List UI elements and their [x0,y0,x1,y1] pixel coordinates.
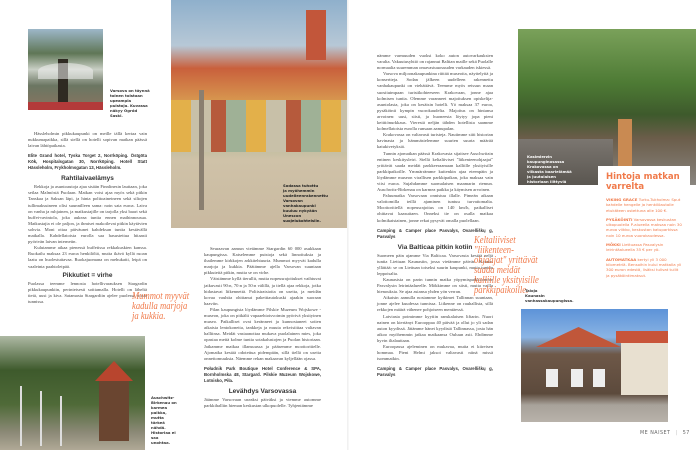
heading-via-baltica: Via Balticaa pitkin kotiin [397,243,473,251]
paragraph: Seuraavan aamun vietämme Stargardin 60 000 asukkaan kaupungissa. Katselemme puistoja sekä linnoituksia ja ihailemme kirkkojen arkkitehtuuria. Mummot myyvät kadulla marjoja ja kukkia. Päätämme ajella Varsovan suuntaan pikkuteitä pitkin, mutta se on virhe. [204,246,321,276]
paragraph: Suomeen päin ajamme Via Balticaa. Varsovasta kestää neljä tuntia Liettuan Kaunasiin, jossa vietämme päivän. Kaunas yllättää: se on Liettuan toiseksi suurin kaupunki, mutta tuntuu leppoisalta. [377,252,493,276]
column-1 [28,131,147,305]
fence-post-shape [20,386,22,446]
price-item-text: kertyi yli 3 000 kilometriä. Bensoihin kului matkalla yli 300 euron edestä, lisäksi tulivat tullit ja pysäköintimaksut. [606,256,682,278]
price-item-text: Liettuassa Pasvalysin leirintäalueella 35 € per yö. [606,242,664,253]
price-item [606,242,682,253]
paragraph: Krakovassa on valtavasti turisteja. Nautimme siiti historian havinasta ja hämmästelemme suurien suurta määrää katukivetyksiä. [377,132,493,150]
caption-krakow: Kasimierzin kaupunginosassa Krakovassa on vilkasta baarielämää ja juutalaisen historiaan liittyviä nähtävyyksiä. [527,154,572,189]
paragraph: Tunnin ajomatkan päässä Krakovasta sijaitsee Auschwitzin entinen keskitysleiri. Siellä keltaliiviset "liikenteenohjaajat" yrittävät saada meidät parkkeeraamaan kalliille yksityisille parkkipaikoille. Ymmärrämme kuitenkin ajaa eteenpäin ja löydämme museon virallisen parkkipaikan, joka maksaa vain viisi euroa. Sujahdamme suomalaisen maamarin riemun. Auschwitz-Birkenau on karmea paikka ja käymisen arvoinen. [377,150,493,193]
heading-rahtilaiva: Rahtilaivaelämys [61,175,114,183]
fountain-spray-shape [38,63,93,79]
flowerbed-shape [28,102,103,110]
price-item-label: PYSÄKÖINTI [606,216,633,222]
price-item-label: MÖKKI [606,242,621,248]
building-facades-shape [171,100,348,152]
page-gutter [347,0,349,450]
kaunas-old-town-photo [521,309,668,422]
price-item-label: VIKING GRACE [606,197,638,202]
auschwitz-photo [0,336,145,450]
paragraph: Euroopassa ajeleminen on mukavaa, mutta ei kiireisen hommaa. Pieni Helmi jaksoi valtavasti niinä missä isommatkin. [377,344,493,362]
price-item-label: AUTOMATKAA [606,256,637,262]
pull-quote-2: Keltaliiviset "liikenteen-ohjaajat" yrittävät saada meidät kalliille yksityisille parkkipaikoille. [474,235,539,296]
caption-fountain: Varsova on täynnä toinen toistaan upeampia puistoja. Kuvassa näkyy Ogród Saski. [110,88,150,118]
paragraph: Latviasta poimimme kyytiin ranskalaisen liftarin. Nuori nainen on kiertänyt Eurooppaa 40 päivää ja ollut jo yli sadan auton kyydissä. Jätämme hänet kyydistä Tallinnassa, josta hän aikoo myöhemmin jatkaa matkaansa Ouluun asti. Ehdimme hyvin iltalauttaan. [377,313,493,343]
paragraph: Rekkoja ja asuntoautoja ajaa sisään Finnlinesin lauttaan, joka seilaa Malmöstä Puolaan. Matkan voisi ajaa myös sekä pitkin Tanskaa ja Saksan läpi, ja hinta polttoaineineen sekä siltojen tullimaksuineen olisi suunnilleen sama: noin sata euroa. Laiva on vanha ja ruhjainen, ja matkustajille on tarjolla yksi baari sekä buffet-ravintola, joka aukeaa tuntia ennen maihinnousua. Matkustajia ei ole paljon, ja ihmiset makoilevat pitkin käytävien sohvia. Moni ottaa päiväunet kahdeksan tuntia kestävällä matkalla. Kahdellatoista eurolla saa hasustettua hitaasti pyörivän laivan internetin. [28,184,147,245]
footer-separator: | [675,431,678,436]
column-monument-shape [199,90,204,210]
caption-warsaw: Sodassa tuhottu ja myöhemmin uudelleenrakennettu Varsovan vanhakaupunki kuuluu nykyään Unescon suojelukohteisiin. [283,183,328,223]
paragraph: Puolassa teemme lennosta hotellivarauksen Stargardin pikkukaupunkiin, perinteisesti soittamalla. Hotelli on läheltä tietä, uusi ja kiva. Satamasta Stargardiin ajelee puolessa toista tunnissa. [28,280,147,304]
page-number: 57 [682,431,690,436]
paragraph: Väistämme kyllä tierullit, mutta nopeusrajoitukset vaihtuvat jatkuvasti 90:n, 70:n ja 50:n välillä, ja tiellä ajaa rekkoja, jotka hidastavat liikennettä. Poliisiratsioita on useita, ja meidän kovaa vauhtia ohittanut pakettiautokuski ajaakin suoraan haaviin. [204,276,321,306]
column-3 [377,53,493,382]
fence-post-shape [60,396,62,446]
paragraph: Aikaisin aamulla nostamme kytkimet Tallinnan suuntaan, jonne ajelee kuudessa tunnissa. Liikenne on rauhallista, sillä rekkojen määrä vähenee pohjoiseen mentäessä. [377,295,493,313]
fountain-photo [28,29,103,110]
heading-pikkutiet: Pikkutiet = virhe [62,271,113,279]
window-shape [546,369,558,387]
pull-quote-1: Mummot myyvät kadulla marjoja ja kukkia. [132,291,190,322]
magazine-name: ME NAISET [640,431,671,436]
price-item [606,197,682,213]
paragraph: Paluumatka Varsovaan onnistuu illalle. Pimeän aikaan valottomilla teillä ajaminen tuntuu turvattomalta. Moottoritiellä nopeusrajoitus on 140 km/h, paikalliset ohittavat kaasuttaen. Onneksi tie on osalla matkaa kolmikaistainen, jonne rekat pysyvät omalla puolellaan. [377,193,493,223]
info-stargard: Południk Park Boutique Hotel Conference & SPA, Bornholmska 48, Stargard. Pilskie Muzeum Wojskowe, Lotnisko, Piła. [204,365,321,383]
price-item [606,257,682,278]
price-box-title: Hintoja matkan varrelta [606,172,680,192]
paragraph: Kaunasista on parin tunnin matka yöpymispaikkaamme Pasvalysin leirintäalueelle. Mökkimme on siisti, mutta vailla hienouksia. Se ajaa asiansa yhden yön verran. [377,277,493,295]
paragraph: Varsova miljoonakaupunkina riittää museoita, näyttelyitä ja konsertteja. Sodan jälkeen uudelleen rakennettu vanhakaupunki on viehättävä. Teemme myös reissun maan suosituimpaan turistikohteeseen Krakovaan, jonne ajaa kolmisen tuntia. Olemme varanneet majoituksen opiskelija-asuntolasta, joka on kesäisin hotelli. Yö maksaa 37 euroa, pysäköinti kympin vuorokaudelta. Majoitus on hintansa arvoinen: uusi, siisti, ja huoneesta löytyy jopa pieni keittiönurkkaus. Vierestä neljän tähden hotellista saamme kolmellatoista eurolla runsaan aamupalan. [377,71,493,132]
column-2 [204,246,321,409]
caption-auschwitz: Auschwitz-Birkenau on karmea paikka, mutta tärkeä nähdä. Historiaa ei saa unohtaa. [151,395,177,445]
info-pasvalys: Camping & Camper place Pasvalys, Ovarelliškų g, Pasvalys [377,366,493,378]
price-item [606,217,682,238]
paragraph: Kulutamme aikaa pienessä buffetissa rekkakuskien kanssa. Ruokailu maksaa 23 euroa henkilöltä, mutta ikävä kyllä ruoan laatu on huolestuttavaa. Ruokajuomana on mehukatti, leipä on vaaleinta paahtoleipää. [28,245,147,269]
paragraph: Jäämme Varsovaan useaksi päiväksi ja viemme automme parkkihalliin hieman keskustan ulkopuolelle. Tyhjentämme [204,396,321,408]
window-shape [593,369,605,387]
price-item-text: Varsovassa keskustan ulkopuolella P-alueella maksaa noin 30 euroa viikko, keskustan katuparkissa noin 10 euroa vuorokaudessa. [606,216,682,238]
paragraph: nämme varmuuden vuoksi koko auton autovarkauksien varalta. Vakuutusyhtiö on rajannut Baltian maille sekä Puolalle normaalia suuremman omavastuuosuuden varkauden iskiessä. [377,53,493,71]
price-item-text: Turku-Tukholma: Sput kahdelle hengelle ja henkilöautolle etukäteen ostettuna alle 100 €. [606,197,681,213]
fence-post-shape [40,391,42,446]
price-info-box [598,166,690,304]
heading-levahdys: Levähdys Varsovassa [228,387,297,395]
info-hotels: Elite Grand hotel, Tyska Torget 2, Norrköping. Östgöta Kök, Hospitalsgatan 30, Norrköping. Hotell Statt Hässleholm, Frykholmsgatan 13, Hässleholm. [28,153,147,171]
watchtower-shape [99,381,129,441]
watchtower-roof-shape [95,361,133,381]
roof-shape [616,331,668,343]
tower-shape [306,10,326,60]
paragraph: Pilan kaupungista löydämme Pilskie Muzeum Wojskowe -museon, joka on pitkälti vapaaehtoisvoimin pyörivä yksityinen museo. Paikalliset ovat keränneet ja kunnostaneet sotien aikaisia lentokoneita, tankkeja ja muuta rekvisiittaa valtavan halliinsa. Meidät vastaanottaa mukava puolalainen mies, joka opastaa meitä kolme tuntia sotakalustojen ja Puolan historiaan. Jatkamme matkaa illansuussa ja pääsemme moottoritielle. Ajomatka kestää odotettua pidempään, sillä tiellä on useita onnettomuuksia. Näemme rekan makaavan kyljellään ojassa. [204,306,321,361]
paragraph: Hässleholmin pikkukaupunki on meille tällä kertaa vain nukkumapaikka, sillä siellä on hotelli sopivan matkan päässä laivan lähtöpaikasta. [28,131,147,149]
white-building-shape [621,335,668,395]
page-footer [640,431,690,436]
caption-kaunas: Taloja Kaunasin vanhassakaupungissa. [525,288,574,303]
window-shape [571,369,583,387]
roof-shape [536,327,621,347]
info-krakow: Camping & Camper place Pasvalys, Ovarelliškų g, Pasvalys [377,227,493,239]
